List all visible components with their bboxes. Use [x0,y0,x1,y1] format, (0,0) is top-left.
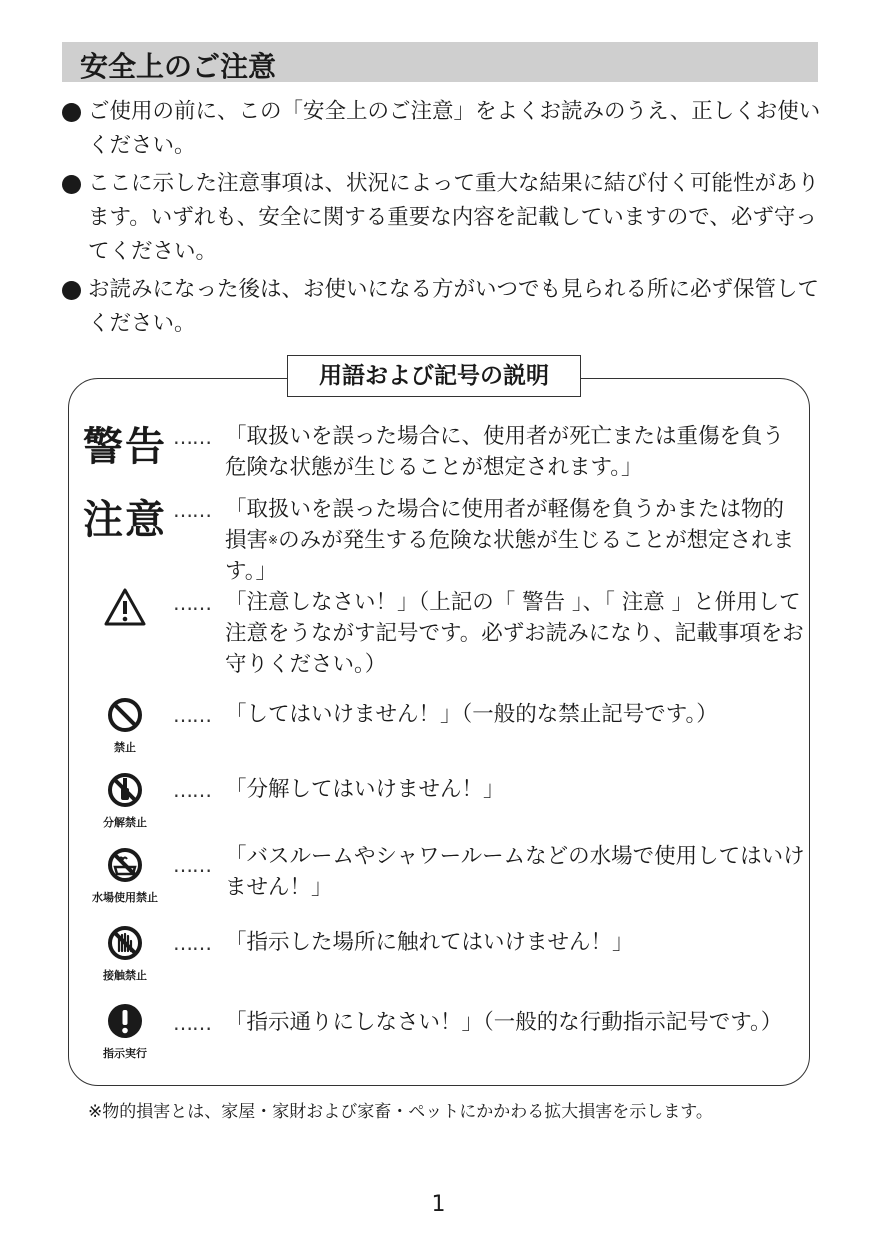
legend-row-warning [80,415,810,485]
no-wet-area-description: 「バスルームやシャワールームなどの水場で使用してはいけません！」 [225,844,805,900]
legend-title: 用語および記号の説明 [287,355,581,397]
legend-row-no-wet-area [80,845,810,910]
no-touch-icon [80,925,170,983]
bullet-item [62,273,822,341]
leader-dots: …… [173,778,211,802]
prohibition-label: 禁止 [114,741,136,754]
no-wet-area-icon [80,847,170,905]
bullet-dot-icon [62,281,81,300]
bullet-text: お読みになった後は、お使いになる方がいつでも見られる所に必ず保管してください。 [88,277,820,336]
footnote: ※物的損害とは、家屋・家財および家畜・ペットにかかわる拡大損害を示します。 [88,1102,713,1122]
leader-dots: …… [173,1011,211,1035]
caution-description [225,494,805,587]
caution-desc-part1: 「取扱いを誤った場合に使用者が軽傷を負うかまたは物的損害 [225,497,785,553]
legend-row-no-touch [80,925,810,985]
footnote-mark: ※ [268,533,279,547]
leader-dots: …… [173,591,211,615]
bullet-dot-icon [62,103,81,122]
legend-row-mandatory [80,1003,810,1063]
warning-label: 警告 [83,424,167,470]
no-wet-area-label: 水場使用禁止 [92,891,158,904]
legend-row-no-disassembly [80,772,810,832]
prohibited-description: 「してはいけません！」（一般的な禁止記号です。） [225,702,718,727]
legend-row-caution [80,488,810,583]
bullet-item [62,167,822,269]
bullet-text: ここに示した注意事項は、状況によって重大な結果に結び付く可能性があります。いずれも、安全に関する重要な内容を記載していますので、必ず守ってください。 [88,171,820,264]
no-disassembly-icon [80,772,170,830]
prohibition-icon [80,697,170,755]
leader-dots: …… [173,703,211,727]
legend-row-prohibited [80,697,810,757]
caution-label: 注意 [83,497,167,543]
leader-dots: …… [173,498,211,522]
no-disassembly-label: 分解禁止 [103,816,147,829]
leader-dots: …… [173,853,211,877]
bullet-dot-icon [62,175,81,194]
no-touch-description: 「指示した場所に触れてはいけません！」 [225,930,634,955]
warning-triangle-icon [80,587,170,631]
warning-description: 「取扱いを誤った場合に、使用者が死亡または重傷を負う危険な状態が生じることが想定されます。」 [225,424,785,480]
mandatory-action-icon [80,1003,170,1061]
page-number: 1 [431,1192,446,1217]
legend-row-attention [80,585,810,680]
mandatory-label: 指示実行 [103,1047,147,1060]
attention-description: 「注意しなさい！」（上記の「 警告 」、「 注意 」と併用して注意をうながす記号です。必ずお読みになり、記載事項をお守りください。） [225,590,804,677]
intro-bullets [62,95,822,345]
page-title: 安全上のご注意 [80,50,277,83]
section-title-bar [62,42,818,82]
warning-word [80,415,170,472]
mandatory-description: 「指示通りにしなさい！」（一般的な行動指示記号です。） [225,1010,783,1035]
bullet-item [62,95,822,163]
leader-dots: …… [173,931,211,955]
caution-desc-part2: のみが発生する危険な状態が生じることが想定されます。」 [225,528,795,584]
bullet-text: ご使用の前に、この「安全上のご注意」をよくお読みのうえ、正しくお使いください。 [88,99,821,158]
leader-dots: …… [173,425,211,449]
caution-word [80,488,170,545]
no-disassembly-description: 「分解してはいけません！」 [225,777,505,802]
no-touch-label: 接触禁止 [103,969,147,982]
